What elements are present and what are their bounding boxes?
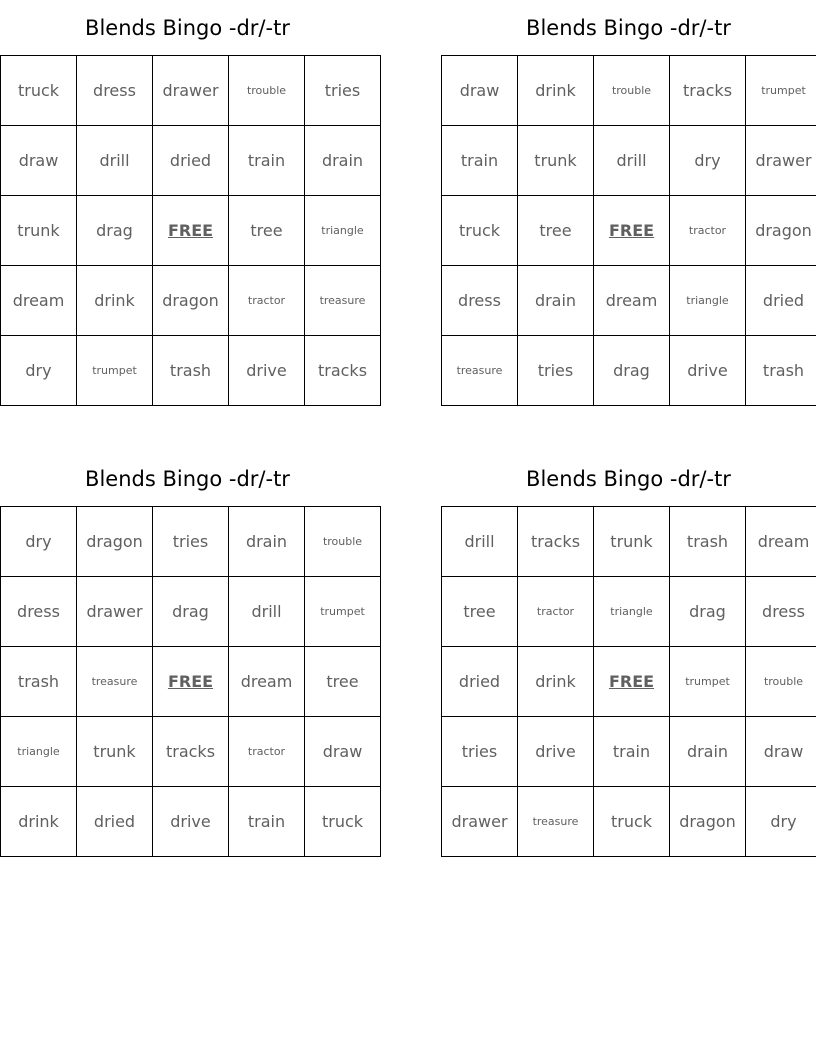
bingo-row [1, 266, 381, 336]
bingo-cell: dream [594, 266, 670, 336]
bingo-cell: tree [229, 196, 305, 266]
bingo-cell: tractor [229, 717, 305, 787]
bingo-cell: tracks [518, 507, 594, 577]
bingo-row [442, 787, 816, 857]
bingo-cell: trouble [746, 647, 816, 717]
bingo-cell: dragon [670, 787, 746, 857]
bingo-cell: truck [594, 787, 670, 857]
bingo-cell: trunk [77, 717, 153, 787]
card-title: Blends Bingo -dr/-tr [85, 16, 290, 40]
bingo-cell: drink [77, 266, 153, 336]
bingo-card-1 [0, 0, 375, 406]
free-space: FREE [153, 196, 229, 266]
bingo-cell: trumpet [670, 647, 746, 717]
bingo-row [442, 507, 816, 577]
bingo-row [442, 717, 816, 787]
bingo-cell: trouble [229, 56, 305, 126]
bingo-row [1, 196, 381, 266]
bingo-cell: dry [670, 126, 746, 196]
bingo-card-4 [441, 451, 816, 857]
bingo-cell: drill [77, 126, 153, 196]
bingo-cell: dried [77, 787, 153, 857]
bingo-cell: trunk [518, 126, 594, 196]
bingo-row [442, 56, 816, 126]
bingo-cell: dream [746, 507, 816, 577]
bingo-cell: draw [442, 56, 518, 126]
bingo-cell: drain [670, 717, 746, 787]
bingo-grid [441, 506, 816, 857]
bingo-cell: triangle [305, 196, 381, 266]
bingo-cell: drain [518, 266, 594, 336]
bingo-cell: dream [229, 647, 305, 717]
free-space: FREE [153, 647, 229, 717]
bingo-cell: drive [229, 336, 305, 406]
bingo-cell: drive [518, 717, 594, 787]
bingo-row [442, 266, 816, 336]
bingo-cell: trash [1, 647, 77, 717]
free-space: FREE [594, 647, 670, 717]
bingo-cell: drag [153, 577, 229, 647]
bingo-cell: trash [670, 507, 746, 577]
bingo-cell: tractor [670, 196, 746, 266]
bingo-cell: draw [305, 717, 381, 787]
bingo-cell: trash [746, 336, 816, 406]
bingo-cell: tractor [518, 577, 594, 647]
bingo-row [1, 56, 381, 126]
bingo-cell: drawer [77, 577, 153, 647]
free-space: FREE [594, 196, 670, 266]
bingo-cell: drag [77, 196, 153, 266]
bingo-cell: treasure [77, 647, 153, 717]
bingo-cell: dried [153, 126, 229, 196]
bingo-cell: draw [746, 717, 816, 787]
bingo-cell: drain [229, 507, 305, 577]
bingo-cell: dress [77, 56, 153, 126]
bingo-cell: trunk [1, 196, 77, 266]
bingo-cell: dry [1, 507, 77, 577]
bingo-cell: dragon [77, 507, 153, 577]
bingo-grid [0, 55, 381, 406]
bingo-cell: tracks [670, 56, 746, 126]
bingo-cell: triangle [670, 266, 746, 336]
bingo-cell: tries [305, 56, 381, 126]
bingo-cell: trumpet [305, 577, 381, 647]
bingo-cell: trash [153, 336, 229, 406]
bingo-cell: tree [442, 577, 518, 647]
bingo-cell: trouble [594, 56, 670, 126]
bingo-cell: drawer [746, 126, 816, 196]
bingo-cell: drill [594, 126, 670, 196]
bingo-cell: train [442, 126, 518, 196]
bingo-cell: dried [442, 647, 518, 717]
bingo-cell: tree [305, 647, 381, 717]
bingo-cell: drink [1, 787, 77, 857]
bingo-cell: triangle [594, 577, 670, 647]
bingo-row [1, 577, 381, 647]
bingo-cell: drain [305, 126, 381, 196]
bingo-row [442, 647, 816, 717]
bingo-cell: dragon [746, 196, 816, 266]
bingo-cell: trunk [594, 507, 670, 577]
bingo-row [442, 196, 816, 266]
bingo-cell: dress [1, 577, 77, 647]
bingo-cell: drive [153, 787, 229, 857]
bingo-cell: drill [442, 507, 518, 577]
bingo-row [442, 336, 816, 406]
bingo-cell: tries [153, 507, 229, 577]
bingo-cell: tracks [153, 717, 229, 787]
bingo-cell: truck [442, 196, 518, 266]
bingo-cell: tree [518, 196, 594, 266]
bingo-cell: treasure [305, 266, 381, 336]
card-title: Blends Bingo -dr/-tr [526, 16, 731, 40]
bingo-cell: tries [442, 717, 518, 787]
bingo-row [1, 787, 381, 857]
bingo-cell: treasure [518, 787, 594, 857]
bingo-cell: dress [746, 577, 816, 647]
bingo-cell: trouble [305, 507, 381, 577]
bingo-grid [0, 506, 381, 857]
bingo-row [1, 647, 381, 717]
bingo-cell: triangle [1, 717, 77, 787]
bingo-cell: dream [1, 266, 77, 336]
bingo-cell: truck [1, 56, 77, 126]
bingo-cell: drawer [153, 56, 229, 126]
bingo-row [1, 336, 381, 406]
bingo-cell: train [229, 126, 305, 196]
bingo-cell: trumpet [77, 336, 153, 406]
bingo-cell: trumpet [746, 56, 816, 126]
bingo-row [442, 577, 816, 647]
card-title: Blends Bingo -dr/-tr [85, 467, 290, 491]
bingo-cell: dragon [153, 266, 229, 336]
bingo-cell: train [229, 787, 305, 857]
bingo-cell: tracks [305, 336, 381, 406]
card-title: Blends Bingo -dr/-tr [526, 467, 731, 491]
bingo-cell: tries [518, 336, 594, 406]
bingo-card-2 [441, 0, 816, 406]
bingo-cell: drill [229, 577, 305, 647]
bingo-card-3 [0, 451, 375, 857]
bingo-grid [441, 55, 816, 406]
bingo-row [1, 507, 381, 577]
bingo-cell: tractor [229, 266, 305, 336]
bingo-cell: drink [518, 56, 594, 126]
bingo-cell: train [594, 717, 670, 787]
bingo-cell: dry [1, 336, 77, 406]
bingo-row [442, 126, 816, 196]
bingo-cell: drawer [442, 787, 518, 857]
bingo-row [1, 126, 381, 196]
bingo-cell: drag [670, 577, 746, 647]
bingo-cell: truck [305, 787, 381, 857]
bingo-row [1, 717, 381, 787]
bingo-cell: drink [518, 647, 594, 717]
bingo-cell: draw [1, 126, 77, 196]
bingo-cell: drive [670, 336, 746, 406]
bingo-cell: treasure [442, 336, 518, 406]
bingo-cell: dry [746, 787, 816, 857]
bingo-cell: dried [746, 266, 816, 336]
bingo-cell: drag [594, 336, 670, 406]
bingo-cell: dress [442, 266, 518, 336]
